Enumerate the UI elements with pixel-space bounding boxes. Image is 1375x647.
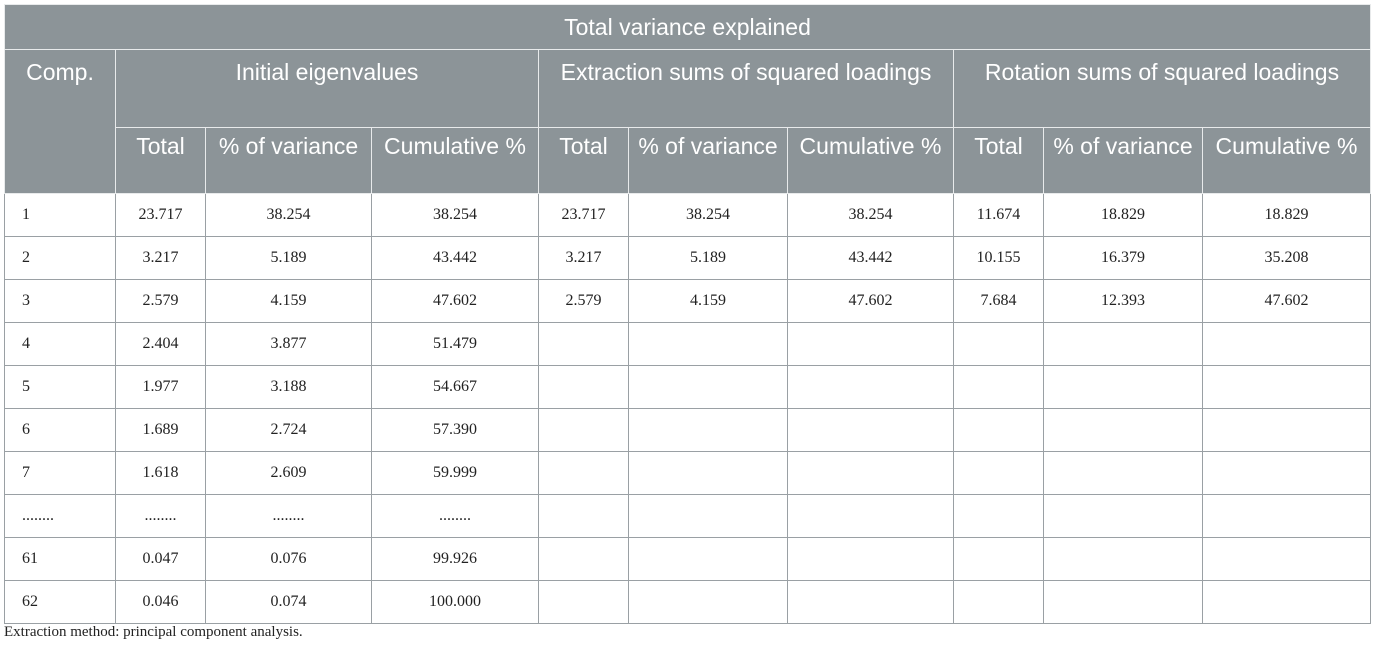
table-cell: 1.977: [116, 366, 206, 409]
table-row: [5, 237, 1371, 280]
cell-component: 3: [5, 280, 116, 323]
table-cell: [788, 581, 954, 624]
table-cell: [539, 495, 629, 538]
table-cell: [629, 366, 788, 409]
table-cell: [629, 581, 788, 624]
table-cell: 35.208: [1203, 237, 1371, 280]
table-cell: [1044, 409, 1203, 452]
table-cell: 51.479: [372, 323, 539, 366]
table-cell: [1044, 495, 1203, 538]
table-cell: [539, 581, 629, 624]
table-cell: [1044, 538, 1203, 581]
table-cell: [954, 366, 1044, 409]
table-cell: 43.442: [372, 237, 539, 280]
cell-component: 2: [5, 237, 116, 280]
header-rotation-sums: Rotation sums of squared loadings: [954, 50, 1371, 128]
table-cell: [539, 366, 629, 409]
table-cell: 1.618: [116, 452, 206, 495]
table-cell: 38.254: [788, 194, 954, 237]
table-cell: [788, 366, 954, 409]
table-cell: 54.667: [372, 366, 539, 409]
table-cell: 57.390: [372, 409, 539, 452]
table-row: [5, 581, 1371, 624]
table-cell: [788, 409, 954, 452]
header-extraction-sums: Extraction sums of squared loadings: [539, 50, 954, 128]
table-cell: 2.724: [206, 409, 372, 452]
table-cell: 7.684: [954, 280, 1044, 323]
table-cell: [954, 538, 1044, 581]
table-cell: [539, 452, 629, 495]
table-cell: [539, 409, 629, 452]
table-cell: 23.717: [116, 194, 206, 237]
header-initial-eigenvalues: Initial eigenvalues: [116, 50, 539, 128]
cell-component: 4: [5, 323, 116, 366]
subheader-total: Total: [954, 128, 1044, 194]
table-cell: [1203, 581, 1371, 624]
subheader-cumulative: Cumulative %: [372, 128, 539, 194]
table-cell: ........: [206, 495, 372, 538]
table-cell: [1044, 323, 1203, 366]
table-cell: 47.602: [372, 280, 539, 323]
table-cell: 2.404: [116, 323, 206, 366]
table-body: [5, 194, 1371, 624]
table-cell: [629, 323, 788, 366]
table-cell: 11.674: [954, 194, 1044, 237]
cell-component: 61: [5, 538, 116, 581]
table-cell: [1203, 323, 1371, 366]
table-cell: 0.076: [206, 538, 372, 581]
table-cell: [1044, 366, 1203, 409]
table-row: [5, 538, 1371, 581]
table-cell: 4.159: [206, 280, 372, 323]
table-cell: 2.609: [206, 452, 372, 495]
table-row: [5, 452, 1371, 495]
cell-component: 7: [5, 452, 116, 495]
table-cell: 16.379: [1044, 237, 1203, 280]
table-cell: [1203, 366, 1371, 409]
table-cell: [1203, 538, 1371, 581]
subheader-cumulative: Cumulative %: [1203, 128, 1371, 194]
table-cell: 99.926: [372, 538, 539, 581]
table-cell: [954, 495, 1044, 538]
table-row: [5, 323, 1371, 366]
table-cell: 0.046: [116, 581, 206, 624]
table-row: [5, 194, 1371, 237]
table-cell: 3.217: [116, 237, 206, 280]
variance-table: [4, 4, 1371, 624]
subheader-pct-variance: % of variance: [1044, 128, 1203, 194]
table-cell: 18.829: [1044, 194, 1203, 237]
table-cell: [1203, 495, 1371, 538]
table-cell: [629, 452, 788, 495]
table-cell: [788, 323, 954, 366]
cell-component: 5: [5, 366, 116, 409]
table-cell: 3.188: [206, 366, 372, 409]
table-cell: [629, 409, 788, 452]
table-cell: 5.189: [206, 237, 372, 280]
table-cell: 100.000: [372, 581, 539, 624]
cell-component: ........: [5, 495, 116, 538]
table-cell: [1044, 452, 1203, 495]
table-cell: [954, 452, 1044, 495]
table-row: [5, 366, 1371, 409]
table-cell: 59.999: [372, 452, 539, 495]
table-title: Total variance explained: [5, 5, 1371, 50]
table-cell: 12.393: [1044, 280, 1203, 323]
table-cell: 38.254: [206, 194, 372, 237]
table-row: [5, 280, 1371, 323]
cell-component: 1: [5, 194, 116, 237]
table-cell: 23.717: [539, 194, 629, 237]
table-cell: [1044, 581, 1203, 624]
table-cell: [539, 538, 629, 581]
table-cell: [1203, 452, 1371, 495]
table-cell: 5.189: [629, 237, 788, 280]
table-cell: [629, 495, 788, 538]
table-cell: 2.579: [116, 280, 206, 323]
subheader-pct-variance: % of variance: [629, 128, 788, 194]
table-cell: [954, 409, 1044, 452]
table-cell: 0.047: [116, 538, 206, 581]
table-cell: 1.689: [116, 409, 206, 452]
table-cell: 38.254: [629, 194, 788, 237]
table-cell: 3.217: [539, 237, 629, 280]
cell-component: 62: [5, 581, 116, 624]
subheader-cumulative: Cumulative %: [788, 128, 954, 194]
table-cell: [788, 452, 954, 495]
table-row: [5, 409, 1371, 452]
table-cell: [788, 538, 954, 581]
table-cell: ........: [372, 495, 539, 538]
footnote: Extraction method: principal component analysis.: [4, 624, 303, 640]
table-cell: 47.602: [788, 280, 954, 323]
cell-component: 6: [5, 409, 116, 452]
header-comp: Comp.: [5, 50, 116, 194]
table-cell: [1203, 409, 1371, 452]
subheader-pct-variance: % of variance: [206, 128, 372, 194]
table-cell: 3.877: [206, 323, 372, 366]
table-cell: 43.442: [788, 237, 954, 280]
table-cell: ........: [116, 495, 206, 538]
table-cell: [539, 323, 629, 366]
table-cell: 4.159: [629, 280, 788, 323]
subheader-total: Total: [116, 128, 206, 194]
table-cell: 0.074: [206, 581, 372, 624]
table-cell: 38.254: [372, 194, 539, 237]
table-row: [5, 495, 1371, 538]
table-cell: 47.602: [1203, 280, 1371, 323]
table-cell: 18.829: [1203, 194, 1371, 237]
table-cell: [954, 323, 1044, 366]
table-cell: 10.155: [954, 237, 1044, 280]
table-cell: [629, 538, 788, 581]
table-cell: [788, 495, 954, 538]
table-cell: 2.579: [539, 280, 629, 323]
subheader-total: Total: [539, 128, 629, 194]
table-cell: [954, 581, 1044, 624]
